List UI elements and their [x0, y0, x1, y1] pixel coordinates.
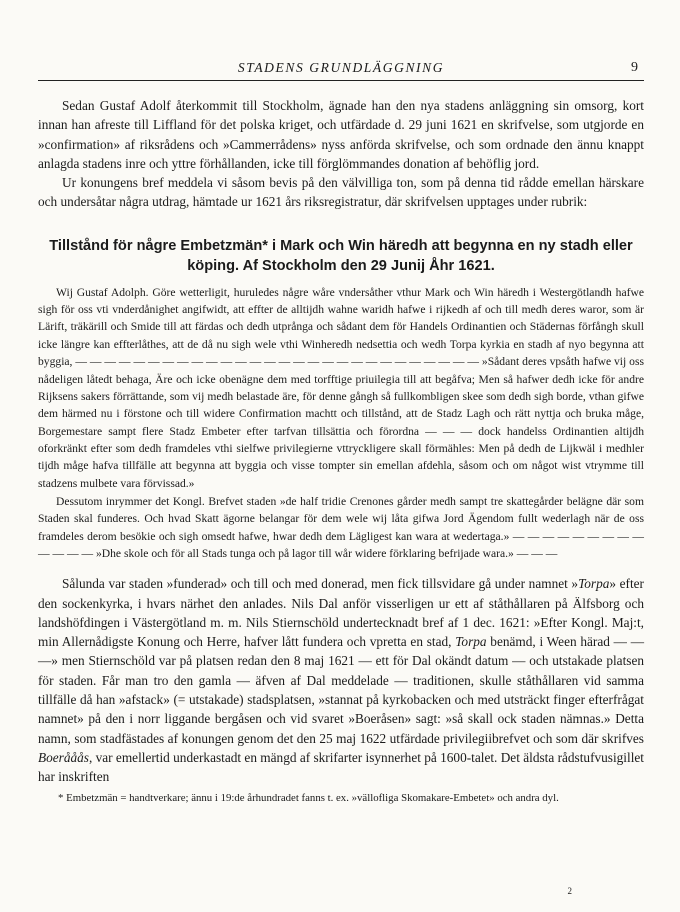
- place-name-torpa: Torpa: [578, 576, 610, 592]
- place-name-boeraas: Boerååås: [38, 749, 89, 765]
- signature-mark: 2: [567, 886, 572, 896]
- intro-paragraph-1: Sedan Gustaf Adolf återkommit till Stockholm, ägnade han den nya stadens anläggning sin omsorg, kort innan han afreste till Liffland för det polska kriget, och utfärdade d. 29 juni 1621 en skrifvelse, som utgjorde en »confirmation» af riksrådens och »Cammerrådens» nyss anförda skrifvelse, och som ordnade den ännu knappt anlagda stadens inre och yttre förhållanden, icke till förglömmandes donation af behöflig jord.: [38, 98, 644, 171]
- closing-text-3: benämd, i Ween härad — — —» men Stiernschöld var på platsen redan den 8 maj 1621 — ett för Dal okändt datum — och utstakade platsen för staden. Får man tro den gamla — äfven af Dal meddelade — traditionen, skulle ståthållaren vid samma tillfälle då han »afstack» (= utstakade) stadsplatsen, »stannat på kyrkobacken och med utsträckt finger efterfrågat namnet» på den i norr liggande bergåsen och vid svaret »Boeråsen» sagt: »så skall ock staden nämnas.» Detta namn, som stadfästades af konungen genom det den 25 maj 1622 utfärdade privilegiibrefvet och som där skrifves: [38, 634, 645, 746]
- quote-paragraph-1: Wij Gustaf Adolph. Göre wetterligit, huruledes någre wåre vndersåther vthur Mark och Win häredh i Westergötlandh hafwe sigh för oss vti vnderdånighet angifwidt, att effter de alltijdh wahne waridh hafwe i rijkedh af och till medh deres waror, som är Lärift, träkärill och Smide till att färdas och dedh utprånga och sådant dem för Handels Ordinantien och Städernas förfångh skull icke längre kan effterlåthes, att de då nu sigh wele vthi Winheredh nedsettia och wedh Torpa kyrkia en stadh af nyo begynna att byggia, — — — — — — — — — — — — — — — — — — — — — — — — — — — — »Sådant deres vpsåth hafwe vij oss nådeligen låtedt behaga, Äre och icke obenägne dem med torfftige priuilegia till att begåfva; Men så hafwer dedh icke för andre Rijksens sakers förrättande, som vij medh belastade äre, för denne gångh så fullkombligen skee som dedh sigh borde, vthan gifwe dem härmed nu i förstone och till widere Confirmation machtt och tillstånd, att de Stadz Lagh och rätt nyttja och bruka måge, Borgemestare sampt flere Stadz Embeter efter tarfvan tillsättia och förordna — — — dock handelss Ordinantien altijdh oforkränkt efter som dedh framdeles vthi sielfwe privilegierne vttryckligere skall förmähles: Men på dedh de Lijkwäl i medhler tijdh måge hafva tillfälle att begynna att byggia och visse tompter sin emellan afdehla, såsom och om något wist vtrymme till stadzens mulbete vara förvissad.»: [38, 285, 644, 490]
- place-name-torpa-2: Torpa: [455, 634, 487, 650]
- document-heading: Tillstånd för någre Embetzmän* i Mark och Win häredh att begynna en ny stadh eller köping. Af Stockholm den 29 Junij Åhr 1621.: [49, 237, 633, 274]
- closing-text-2: » efter den sockenkyrka, i hvars närhet den anlades. Nils Dal anför visserligen ur ett af ståthållaren på Älfsborg och landshöfdingen i Västergötland m. m. Nils Stiernschöld undertecknadt bref af 1 dec. 1621: »Efter Kongl. Maj:t, min Allernådigste Konung och Herre, hafver lått fundera och vpretta en stad,: [38, 576, 644, 650]
- running-title: STADENS GRUNDLÄGGNING: [237, 60, 445, 75]
- page-number: 9: [631, 60, 638, 75]
- quoted-letter: [38, 284, 644, 563]
- page-header: [38, 0, 644, 86]
- header-rule: [38, 80, 644, 81]
- intro-text: [38, 96, 644, 212]
- closing-text: [38, 574, 644, 786]
- intro-paragraph-2: Ur konungens bref meddela vi såsom bevis på den välvilliga ton, som på denna tid rådde emellan härskare och undersåtar några utdrag, hämtade ur 1621 års riksregistratur, där skrifvelsen upptages under rubrik:: [38, 175, 644, 210]
- quote-paragraph-2: Dessutom inrymmer det Kongl. Brefvet staden »de half tridie Crenones gårder medh sampt tre skattegårder belägne där som Staden skal funderes. Och hvad Skatt ägorne belangar för dem wele wij låta gifwa Jord Ägendom fullt wederlagh när de oss framdeles derom besökie och sigh omsedt hafwe, hwar dedh dem Lägligest kan wara at wedertaga.» — — — — — — — — — — — — — »Dhe skole och för all Stads tunga och på lagor till wår widere förklaring befrijade wara.» — — —: [38, 494, 644, 560]
- closing-text-4: , var emellertid underkastadt en mängd af skrifarter isynnerhet på 1600-talet. Det äldsta rådstufvusigillet har inskriften: [38, 749, 644, 785]
- footnote: * Embetzmän = handtverkare; ännu i 19:de århundradet fanns t. ex. »vällofliga Skomakare-Embetet» och andra dyl.: [58, 791, 559, 804]
- closing-paragraph: [38, 574, 644, 786]
- closing-text-1: Sålunda var staden »funderad» och till och med donerad, men fick tillsvidare gå under namnet »: [62, 576, 579, 592]
